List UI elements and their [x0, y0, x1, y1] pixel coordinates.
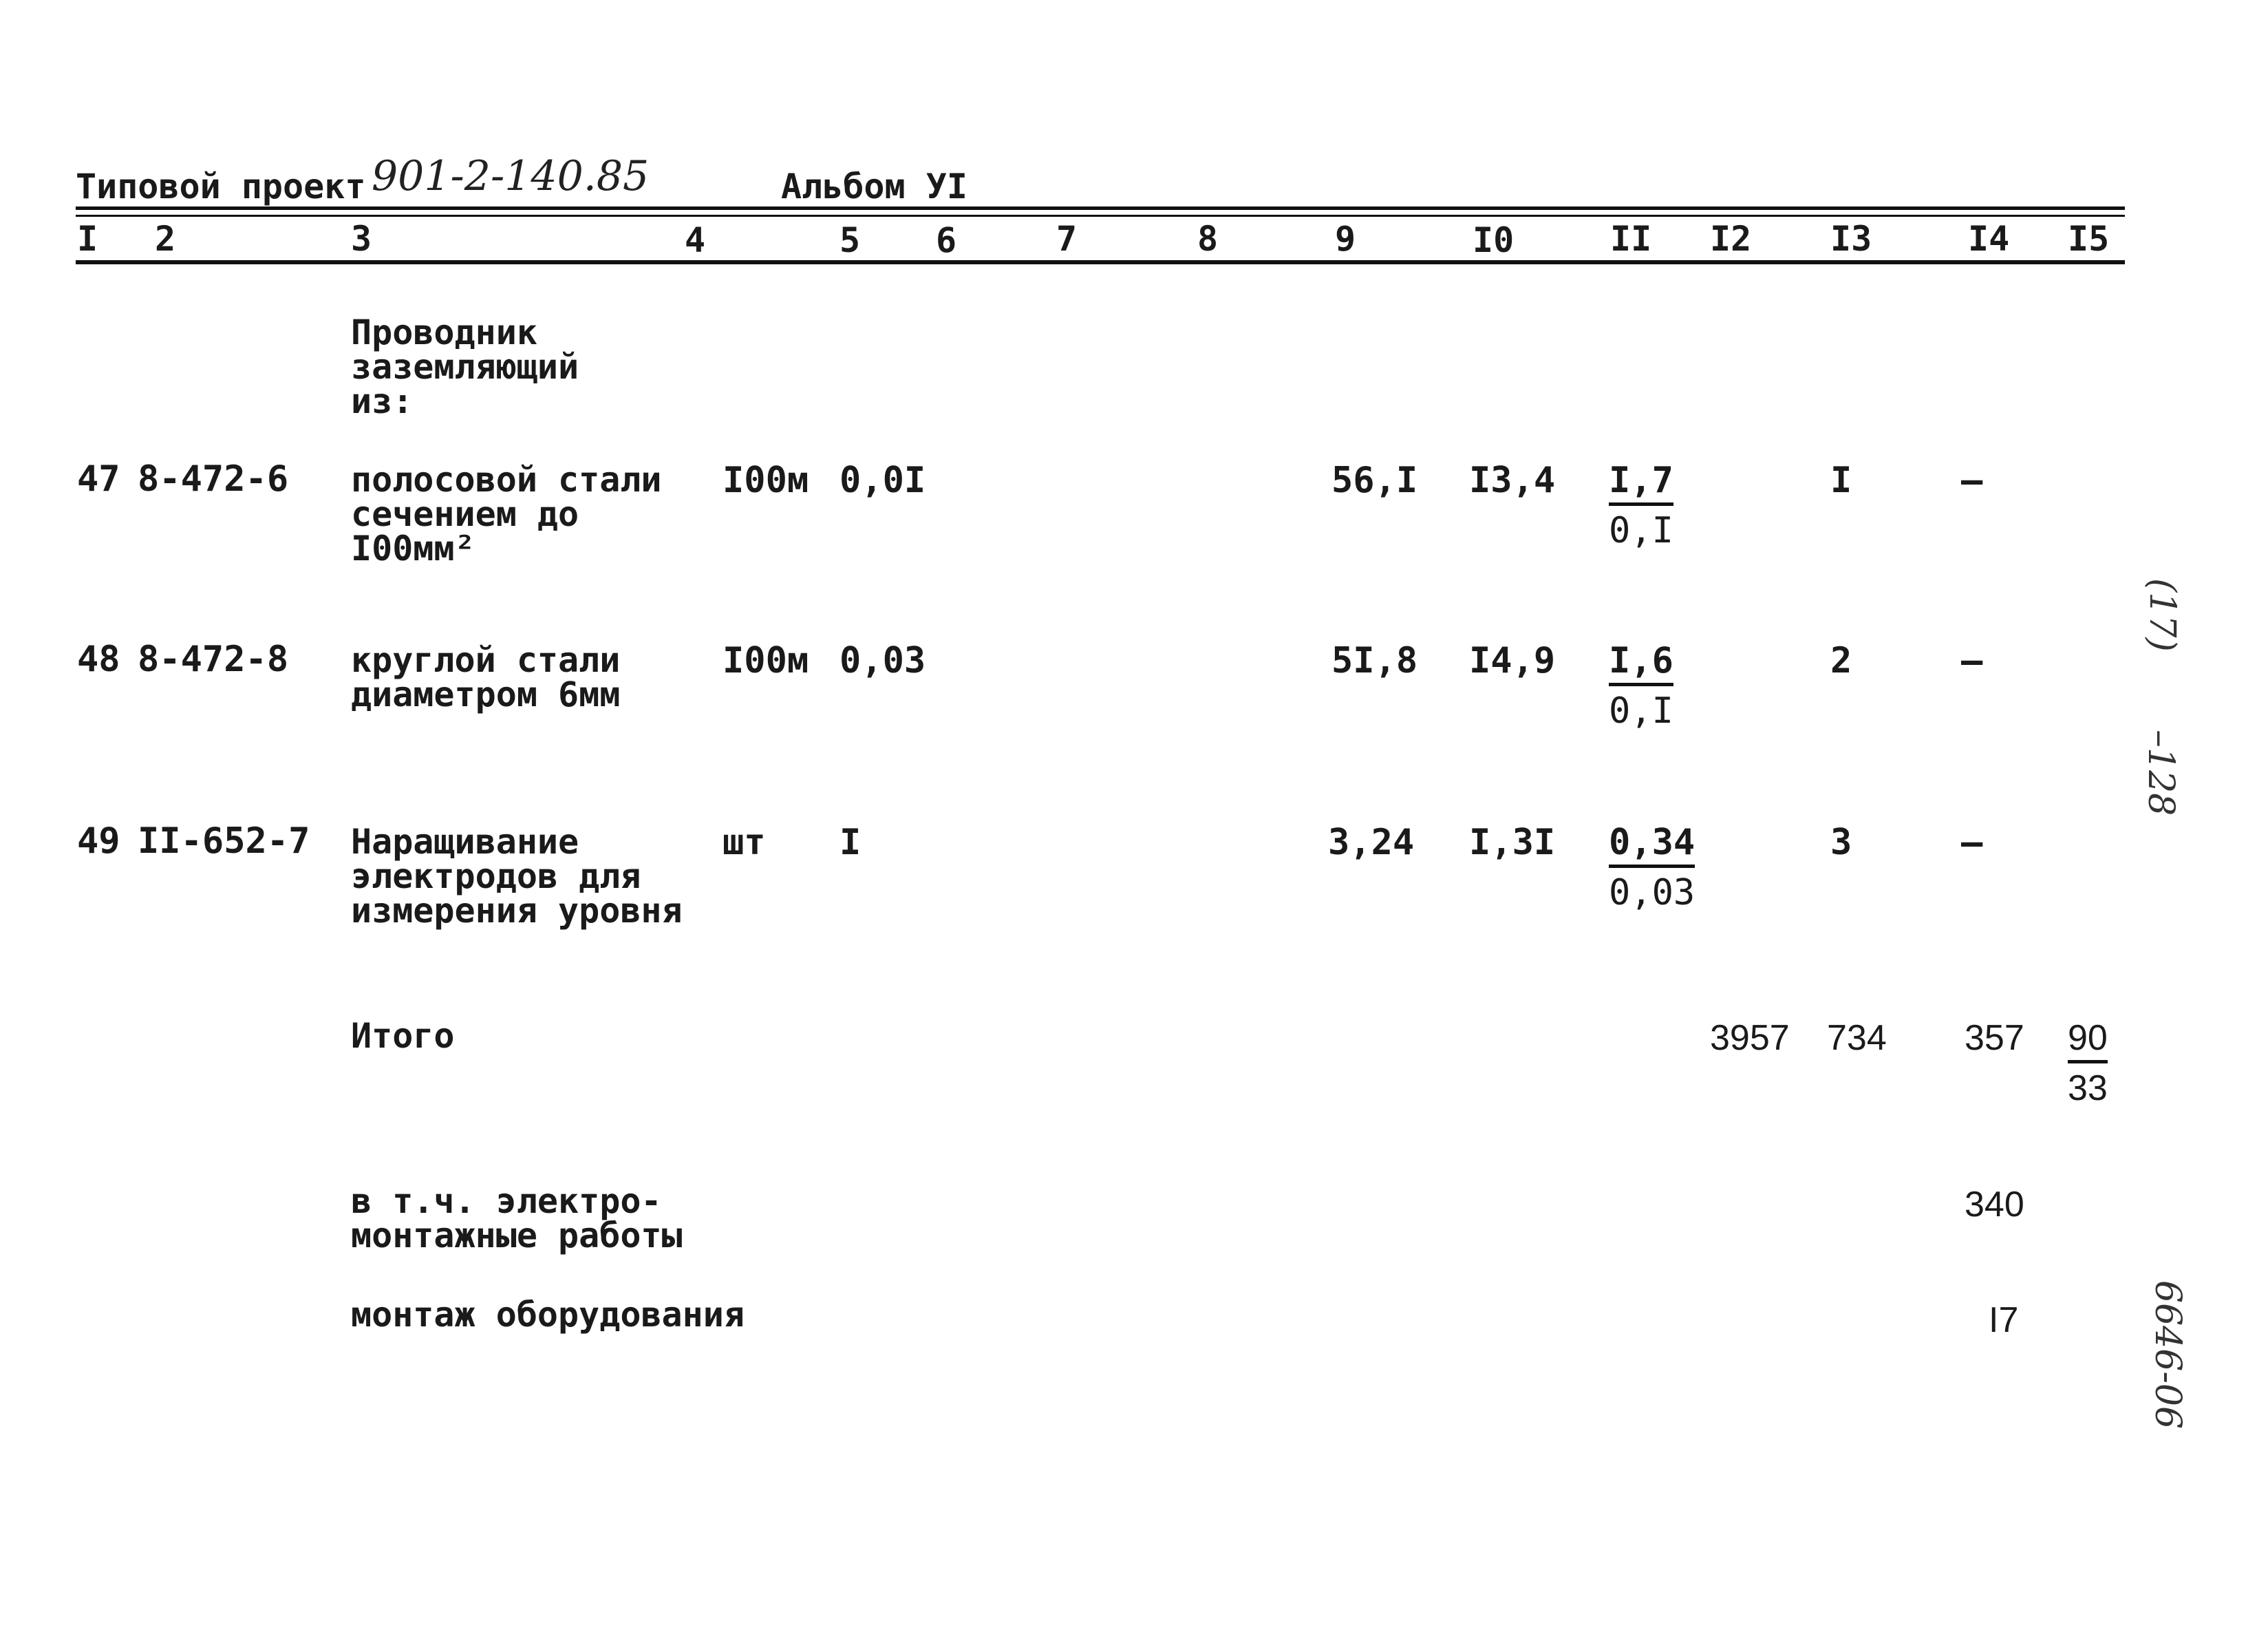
fraction-top: 0,34	[1609, 825, 1695, 868]
margin-note-bottom: 6646-06	[2147, 1280, 2188, 1430]
column-header: 3	[351, 219, 372, 259]
row-col13: 2	[1830, 640, 1852, 681]
total-col13: 734	[1827, 1018, 1887, 1058]
row-qty: I	[839, 822, 862, 863]
row-code: 8-472-8	[138, 639, 289, 680]
margin-note-top: (17)	[2141, 578, 2183, 652]
fraction-bottom: 0,I	[1609, 690, 1673, 732]
header-rule-top	[76, 206, 2125, 210]
row-col14: –	[1961, 640, 1983, 681]
column-header: II	[1610, 219, 1652, 259]
header-rule-bottom	[76, 260, 2125, 264]
row-col13: I	[1830, 460, 1852, 501]
row-name: Наращивание электродов для измерения уровня	[351, 822, 683, 931]
row-col9: 56,I	[1331, 460, 1418, 501]
row-col11-fraction	[1609, 460, 1673, 551]
section-title: Проводник заземляющий из:	[351, 312, 579, 421]
project-number: 901-2-140.85	[372, 152, 650, 200]
row-col11-fraction	[1609, 822, 1695, 913]
row-qty: 0,0I	[839, 460, 926, 501]
row-name: круглой стали диаметром 6мм	[351, 640, 621, 714]
total-col14: 357	[1965, 1018, 2024, 1058]
column-header: 5	[839, 220, 861, 260]
row-col10: I,3I	[1469, 822, 1556, 863]
column-header: I0	[1473, 220, 1515, 260]
column-header: I2	[1710, 219, 1752, 259]
column-header: 9	[1335, 219, 1356, 259]
row-col13: 3	[1830, 822, 1852, 863]
project-label: Типовой проект	[76, 167, 366, 206]
column-header: 7	[1056, 219, 1078, 259]
fraction-top: 90	[2068, 1020, 2108, 1063]
row-col14: –	[1961, 822, 1983, 863]
row-number: 48	[77, 639, 120, 680]
subtotal-electrical-label: в т.ч. электро- монтажные работы	[351, 1181, 683, 1255]
total-label: Итого	[351, 1016, 455, 1056]
row-col9: 5I,8	[1331, 640, 1418, 681]
row-name: полосовой стали сечением до I00мм²	[351, 460, 662, 569]
column-header: 6	[936, 220, 957, 260]
row-number: 49	[77, 820, 120, 862]
fraction-bottom: 33	[2068, 1068, 2108, 1108]
row-col10: I3,4	[1469, 460, 1556, 501]
column-header: I4	[1968, 219, 2010, 259]
subtotal-electrical-value: 340	[1965, 1185, 2024, 1225]
row-unit: I00м	[723, 460, 809, 501]
row-number: 47	[77, 458, 120, 500]
row-code: 8-472-6	[138, 458, 289, 500]
row-col9: 3,24	[1328, 822, 1415, 863]
subtotal-equipment-value: I7	[1989, 1300, 2019, 1340]
row-col10: I4,9	[1469, 640, 1556, 681]
row-col14: –	[1961, 460, 1983, 501]
column-header: 8	[1197, 219, 1219, 259]
fraction-top: I,6	[1609, 643, 1673, 686]
subtotal-equipment-label: монтаж оборудования	[351, 1295, 745, 1335]
column-header: I	[77, 219, 98, 259]
header-rule-top-thin	[76, 215, 2125, 217]
row-qty: 0,03	[839, 640, 926, 681]
fraction-bottom: 0,I	[1609, 510, 1673, 551]
column-header: I3	[1830, 219, 1872, 259]
total-col12: 3957	[1710, 1018, 1790, 1058]
album-label: Альбом УI	[781, 167, 967, 206]
column-header: 4	[685, 220, 706, 260]
margin-note-middle: –128	[2140, 730, 2181, 816]
total-col15-fraction	[2068, 1020, 2108, 1106]
row-col11-fraction	[1609, 640, 1673, 732]
fraction-top: I,7	[1609, 463, 1673, 506]
column-header: 2	[155, 219, 176, 259]
row-unit: шт	[723, 822, 766, 863]
column-header: I5	[2068, 219, 2110, 259]
row-unit: I00м	[723, 640, 809, 681]
row-code: II-652-7	[138, 820, 310, 862]
fraction-bottom: 0,03	[1609, 872, 1695, 913]
